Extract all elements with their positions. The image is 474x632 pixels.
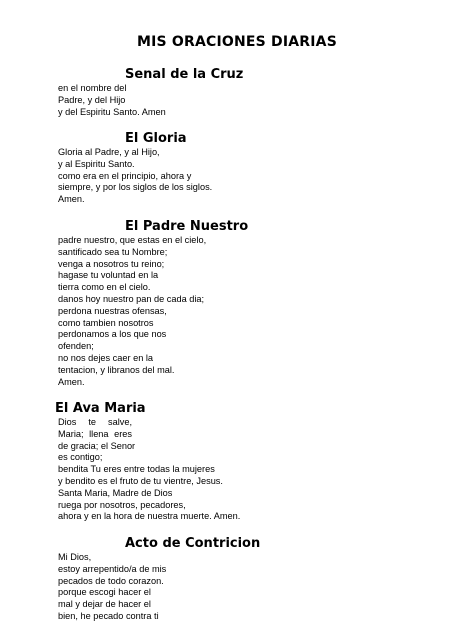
prayer-line: perdonamos a los que nos (58, 329, 167, 340)
prayer-line: Amen. (58, 194, 85, 205)
prayer-line: como tambien nosotros (58, 317, 154, 328)
prayer-text-el-padre-nuestro (58, 235, 206, 388)
prayer-line: siempre, y por los siglos de los siglos. (58, 182, 213, 193)
prayer-line: porque escogi hacer el (58, 587, 151, 598)
prayer-line: Dios te salve, (58, 417, 132, 427)
prayer-text-acto-de-contricion (58, 552, 166, 623)
prayer-line: Padre, y del Hijo (58, 94, 126, 105)
prayer-text-senal-de-la-cruz (58, 83, 166, 118)
prayer-line: es contigo; (58, 452, 103, 463)
prayer-line: venga a nosotros tu reino; (58, 258, 165, 269)
prayer-line: de gracia; el Senor (58, 440, 136, 451)
section-heading-acto-de-contricion: Acto de Contricion (125, 536, 261, 551)
section-heading-el-padre-nuestro: El Padre Nuestro (125, 219, 249, 234)
prayer-line: santificado sea tu Nombre; (58, 246, 168, 257)
prayer-line: padre nuestro, que estas en el cielo, (58, 235, 207, 245)
prayer-line: estoy arrepentido/a de mis (58, 563, 167, 574)
prayer-line: tentacion, y libranos del mal. (58, 364, 175, 375)
prayer-line: perdona nuestras ofensas, (58, 305, 167, 316)
prayer-line: mal y dejar de hacer el (58, 599, 151, 610)
section-heading-senal-de-la-cruz: Senal de la Cruz (125, 67, 244, 82)
prayer-line: Gloria al Padre, y al Hijo, (58, 147, 160, 157)
prayer-line: Maria; llena eres (58, 428, 132, 439)
section-heading-el-ava-maria: El Ava Maria (55, 401, 146, 416)
prayer-line: y bendito es el fruto de tu vientre, Jesus. (58, 475, 223, 486)
prayer-line: como era en el principio, ahora y (58, 170, 192, 181)
prayer-line: bien, he pecado contra ti (58, 610, 159, 621)
prayer-line: bendita Tu eres entre todas la mujeres (58, 464, 215, 475)
prayer-line: danos hoy nuestro pan de cada dia; (58, 293, 205, 304)
prayer-line: Amen. (58, 376, 85, 387)
prayer-line: no nos dejes caer en la (58, 352, 154, 363)
prayer-text-el-gloria (58, 147, 212, 206)
prayer-line: hagase tu voluntad en la (58, 270, 159, 281)
prayer-line: ofenden; (58, 341, 94, 352)
prayer-line: ruega por nosotros, pecadores, (58, 499, 186, 510)
prayer-line: pecados de todo corazon. (58, 575, 164, 586)
prayer-line: y al Espiritu Santo. (58, 158, 135, 169)
prayer-line: y del Espiritu Santo. Amen (58, 106, 166, 117)
section-heading-el-gloria: El Gloria (125, 131, 187, 146)
prayer-text-el-ava-maria (58, 417, 240, 523)
prayer-line: tierra como en el cielo. (58, 282, 151, 293)
prayer-line: Mi Dios, (58, 552, 92, 562)
prayer-line: en el nombre del (58, 83, 127, 93)
prayer-line: Santa Maria, Madre de Dios (58, 487, 173, 498)
prayer-line: ahora y en la hora de nuestra muerte. Amen. (58, 511, 241, 522)
page-title: MIS ORACIONES DIARIAS (136, 34, 337, 50)
